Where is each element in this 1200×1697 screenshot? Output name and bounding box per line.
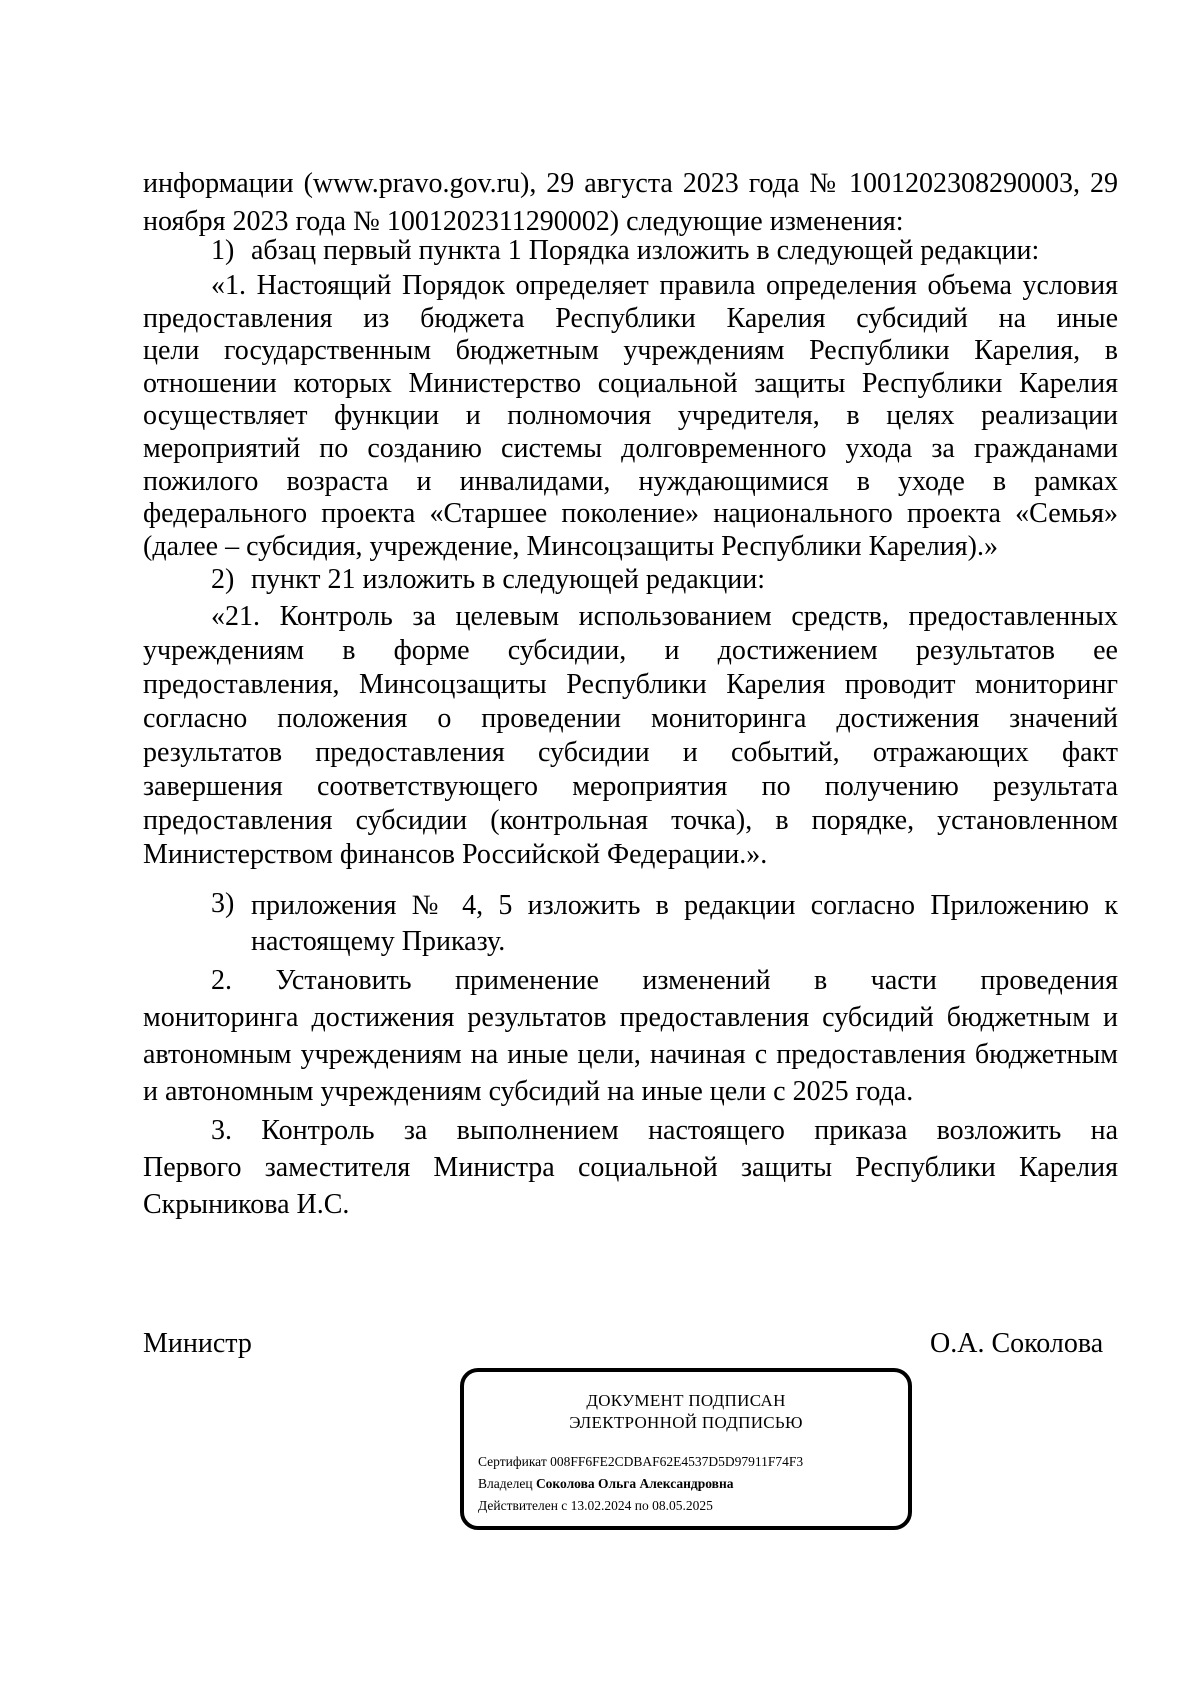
- text-line: результатов предоставления субсидии и событий, отражающих факт: [143, 737, 1118, 768]
- list-number: 2): [211, 564, 235, 595]
- stamp-validity-row: [478, 1498, 713, 1514]
- text-line: информации (www.pravo.gov.ru), 29 августа 2023 года № 1001202308290003, 29: [143, 168, 1118, 199]
- text-line: предоставления, Минсоцзащиты Республики Карелия проводит мониторинг: [143, 669, 1118, 700]
- stamp-owner-value: Соколова Ольга Александровна: [535, 1476, 734, 1491]
- stamp-owner-label: Владелец: [478, 1476, 533, 1491]
- text-line: пожилого возраста и инвалидами, нуждающимися в уходе в рамках: [143, 465, 1118, 497]
- signatory-name: О.А. Соколова: [930, 1328, 1104, 1359]
- text-line: согласно положения о проведении мониторинга достижения значений: [143, 703, 1118, 734]
- text-line: мероприятий по созданию системы долговременного ухода за гражданами: [143, 432, 1118, 464]
- stamp-valid-to-label: по: [634, 1498, 649, 1513]
- list-number: 3): [211, 888, 235, 919]
- list-number: 1): [211, 235, 235, 266]
- stamp-valid-label: Действителен с: [478, 1498, 568, 1513]
- text-line: федерального проекта «Старшее поколение» национального проекта «Семья»: [143, 498, 1118, 530]
- text-line: ноября 2023 года № 1001202311290002) следующие изменения:: [143, 205, 904, 237]
- text-line: Министерством финансов Российской Федерации.».: [143, 839, 768, 870]
- stamp-valid-from: 13.02.2024: [570, 1498, 632, 1513]
- text-line: предоставления субсидии (контрольная точка), в порядке, установленном: [143, 805, 1118, 836]
- text-line: цели государственным бюджетным учреждениям Республики Карелия, в: [143, 335, 1118, 367]
- text-line: предоставления из бюджета Республики Карелия субсидий на иные: [143, 302, 1118, 334]
- signatory-role: Министр: [143, 1328, 252, 1359]
- text-line: приложения № 4, 5 изложить в редакции согласно Приложению к: [251, 890, 1118, 921]
- stamp-owner-row: [478, 1476, 734, 1492]
- text-line: «21. Контроль за целевым использованием средств, предоставленных: [211, 601, 1118, 632]
- text-line: Скрыникова И.С.: [143, 1189, 350, 1220]
- electronic-signature-stamp: [460, 1368, 912, 1530]
- stamp-certificate-row: [478, 1454, 803, 1470]
- text-line: отношении которых Министерство социальной защиты Республики Карелия: [143, 367, 1118, 399]
- text-line: 3. Контроль за выполнением настоящего приказа возложить на: [211, 1115, 1118, 1146]
- stamp-title-line-1: ДОКУМЕНТ ПОДПИСАН: [586, 1391, 786, 1410]
- stamp-valid-to: 08.05.2025: [652, 1498, 713, 1513]
- list-text: пункт 21 изложить в следующей редакции:: [251, 564, 765, 595]
- text-line: осуществляет функции и полномочия учредителя, в целях реализации: [143, 400, 1118, 432]
- text-line: завершения соответствующего мероприятия по получению результата: [143, 771, 1118, 802]
- list-text: абзац первый пункта 1 Порядка изложить в следующей редакции:: [251, 235, 1040, 266]
- text-line: настоящему Приказу.: [251, 926, 506, 957]
- text-line: мониторинга достижения результатов предоставления субсидий бюджетным и: [143, 1002, 1118, 1033]
- stamp-certificate-value: 008FF6FE2CDBAF62E4537D5D97911F74F3: [550, 1454, 804, 1469]
- text-line: 2. Установить применение изменений в части проведения: [211, 965, 1118, 996]
- stamp-title-line-2: ЭЛЕКТРОННОЙ ПОДПИСЬЮ: [569, 1413, 803, 1432]
- text-line: и автономным учреждениям субсидий на иные цели с 2025 года.: [143, 1076, 914, 1107]
- stamp-certificate-label: Сертификат: [478, 1454, 547, 1469]
- text-line: Первого заместителя Министра социальной защиты Республики Карелия: [143, 1152, 1118, 1183]
- text-line: «1. Настоящий Порядок определяет правила определения объема условия: [211, 270, 1118, 301]
- text-line: (далее – субсидия, учреждение, Минсоцзащиты Республики Карелия).»: [143, 530, 998, 562]
- text-line: автономным учреждениям на иные цели, начиная с предоставления бюджетным: [143, 1039, 1118, 1070]
- text-line: учреждениям в форме субсидии, и достижением результатов ее: [143, 635, 1118, 666]
